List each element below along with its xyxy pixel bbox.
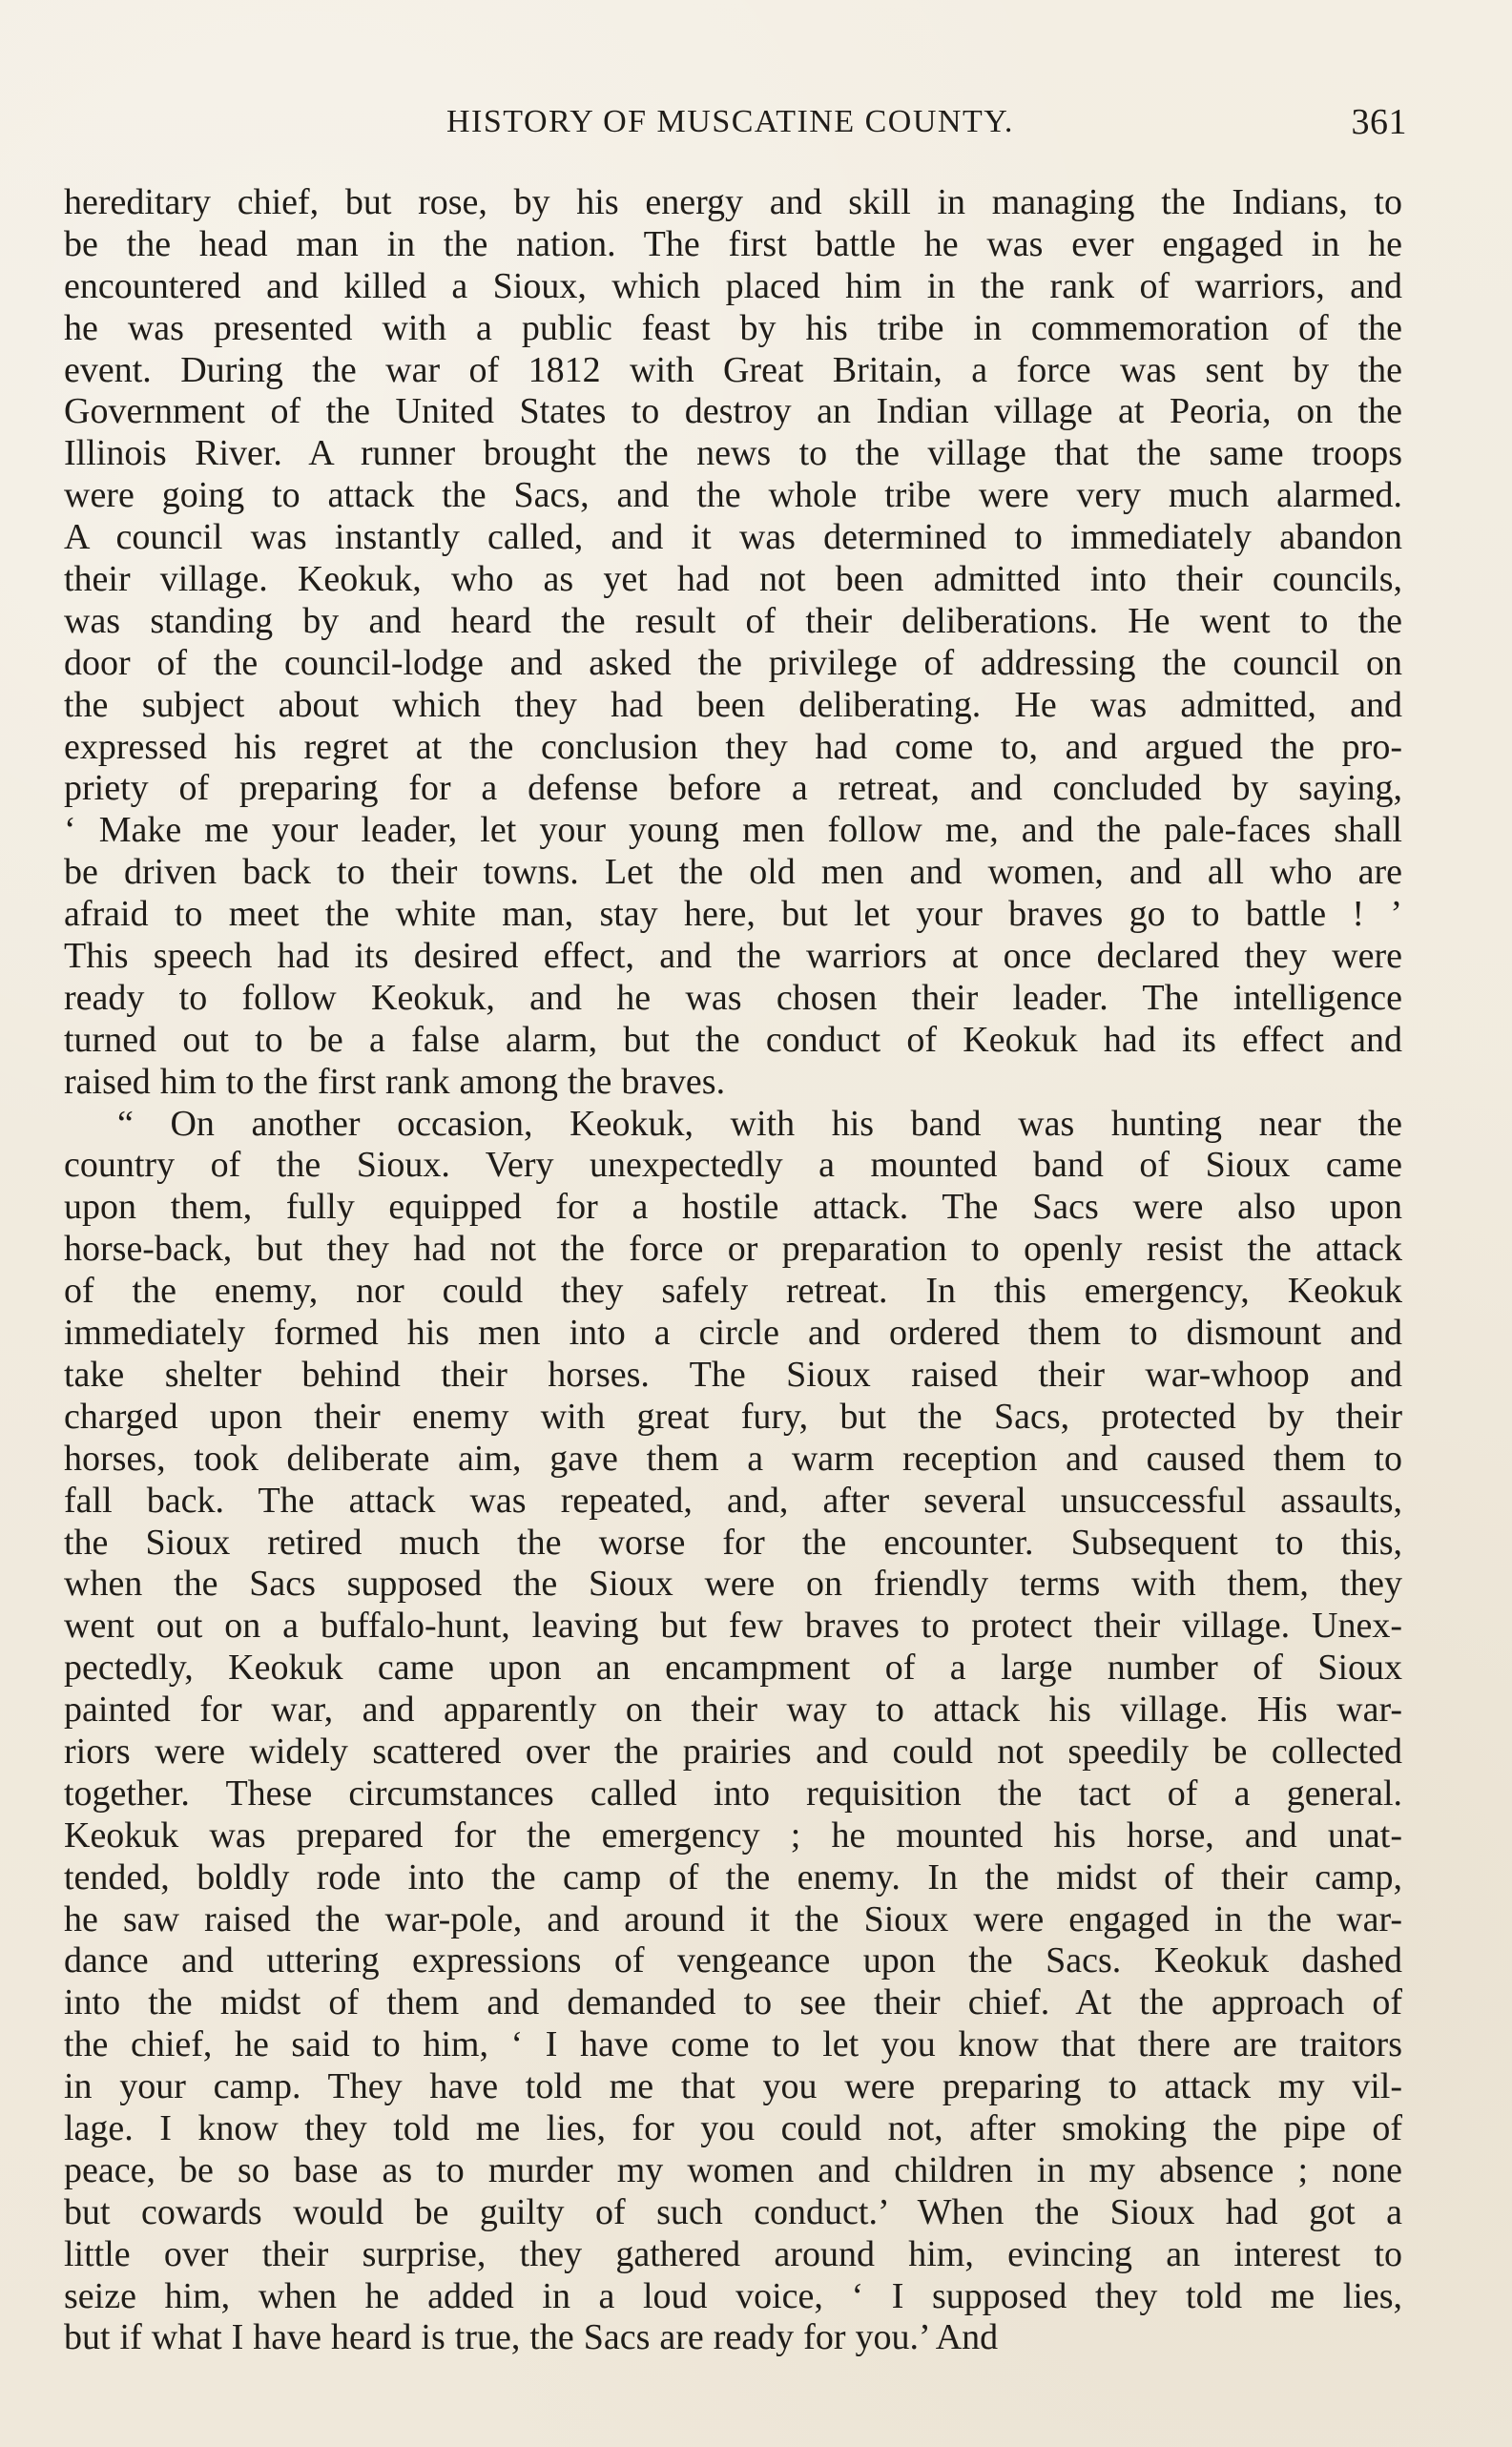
- text-line: be driven back to their towns. Let the old men and women, and all who are: [64, 852, 1402, 893]
- text-line: horse-back, but they had not the force or preparation to openly resist the attack: [64, 1229, 1402, 1270]
- text-line: when the Sacs supposed the Sioux were on friendly terms with them, they: [64, 1564, 1402, 1605]
- text-line: immediately formed his men into a circle and ordered them to dismount and: [64, 1313, 1402, 1354]
- text-line: expressed his regret at the conclusion they had come to, and argued the pro-: [64, 726, 1402, 767]
- text-line: raised him to the first rank among the braves.: [64, 1061, 726, 1102]
- text-line: ready to follow Keokuk, and he was chosen their leader. The intelligence: [64, 977, 1402, 1018]
- text-line: charged upon their enemy with great fury, but the Sacs, protected by their: [64, 1396, 1402, 1437]
- text-line: Keokuk was prepared for the emergency ; he mounted his horse, and unat-: [64, 1815, 1402, 1856]
- text-line: Government of the United States to destroy an Indian village at Peoria, on the: [64, 391, 1402, 432]
- text-line: he saw raised the war-pole, and around it the Sioux were engaged in the war-: [64, 1898, 1402, 1939]
- text-line: of the enemy, nor could they safely retreat. In this emergency, Keokuk: [64, 1271, 1402, 1312]
- text-line: he was presented with a public feast by his tribe in commemoration of the: [64, 307, 1402, 348]
- text-line: in your camp. They have told me that you were preparing to attack my vil-: [64, 2066, 1402, 2107]
- text-line: but cowards would be guilty of such conduct.’ When the Sioux had got a: [64, 2191, 1402, 2232]
- text-line: horses, took deliberate aim, gave them a warm reception and caused them to: [64, 1438, 1402, 1479]
- text-line: were going to attack the Sacs, and the whole tribe were very much alarmed.: [64, 475, 1402, 516]
- text-line: the Sioux retired much the worse for the encounter. Subsequent to this,: [64, 1522, 1402, 1563]
- text-line: turned out to be a false alarm, but the conduct of Keokuk had its effect and: [64, 1019, 1402, 1060]
- text-line: door of the council-lodge and asked the privilege of addressing the council on: [64, 642, 1402, 683]
- text-line: event. During the war of 1812 with Great Britain, a force was sent by the: [64, 349, 1402, 390]
- text-line: the subject about which they had been deliberating. He was admitted, and: [64, 684, 1402, 725]
- text-line: take shelter behind their horses. The Sioux raised their war-whoop and: [64, 1354, 1402, 1395]
- text-line: lage. I know they told me lies, for you could not, after smoking the pipe of: [64, 2107, 1402, 2148]
- text-line: riors were widely scattered over the prairies and could not speedily be collected: [64, 1731, 1402, 1772]
- text-line: hereditary chief, but rose, by his energy and skill in managing the Indians, to: [64, 182, 1402, 222]
- text-line: upon them, fully equipped for a hostile attack. The Sacs were also upon: [64, 1187, 1402, 1228]
- text-line: little over their surprise, they gathered around him, evincing an interest to: [64, 2233, 1402, 2274]
- body-text: [64, 182, 1402, 2359]
- text-line: into the midst of them and demanded to see their chief. At the approach of: [64, 1982, 1402, 2023]
- text-line: but if what I have heard is true, the Sacs are ready for you.’ And: [64, 2317, 999, 2358]
- text-line: painted for war, and apparently on their way to attack his village. His war-: [64, 1690, 1402, 1731]
- text-line: country of the Sioux. Very unexpectedly a mounted band of Sioux came: [64, 1145, 1402, 1186]
- text-line: encountered and killed a Sioux, which placed him in the rank of warriors, and: [64, 265, 1402, 306]
- text-line: dance and uttering expressions of vengeance upon the Sacs. Keokuk dashed: [64, 1940, 1402, 1981]
- page-number: 361: [1351, 102, 1407, 142]
- text-line: fall back. The attack was repeated, and, after several unsuccessful assaults,: [64, 1480, 1402, 1521]
- page-header: [67, 99, 1407, 145]
- text-line: Illinois River. A runner brought the news to the village that the same troops: [64, 433, 1402, 474]
- text-line: tended, boldly rode into the camp of the enemy. In the midst of their camp,: [64, 1856, 1402, 1897]
- text-line: was standing by and heard the result of their deliberations. He went to the: [64, 600, 1402, 641]
- text-line: peace, be so base as to murder my women and children in my absence ; none: [64, 2149, 1402, 2190]
- text-line: be the head man in the nation. The first battle he was ever engaged in he: [64, 223, 1402, 264]
- text-line: This speech had its desired effect, and the warriors at once declared they were: [64, 936, 1402, 977]
- text-line: seize him, when he added in a loud voice, ‘ I supposed they told me lies,: [64, 2275, 1402, 2316]
- text-line: pectedly, Keokuk came upon an encampment of a large number of Sioux: [64, 1648, 1402, 1689]
- text-line: A council was instantly called, and it was determined to immediately abandon: [64, 517, 1402, 558]
- text-line: “ On another occasion, Keokuk, with his band was hunting near the: [117, 1103, 1402, 1144]
- text-line: went out on a buffalo-hunt, leaving but few braves to protect their village. Unex-: [64, 1606, 1402, 1647]
- text-line: together. These circumstances called into requisition the tact of a general.: [64, 1773, 1402, 1814]
- text-line: the chief, he said to him, ‘ I have come to let you know that there are traitors: [64, 2024, 1402, 2065]
- text-line: ‘ Make me your leader, let your young men follow me, and the pale-faces shall: [64, 810, 1402, 851]
- running-head: HISTORY OF MUSCATINE COUNTY.: [446, 104, 1014, 139]
- text-line: afraid to meet the white man, stay here, but let your braves go to battle ! ’: [64, 894, 1402, 935]
- text-line: their village. Keokuk, who as yet had not been admitted into their councils,: [64, 559, 1402, 600]
- text-line: priety of preparing for a defense before a retreat, and concluded by saying,: [64, 768, 1402, 809]
